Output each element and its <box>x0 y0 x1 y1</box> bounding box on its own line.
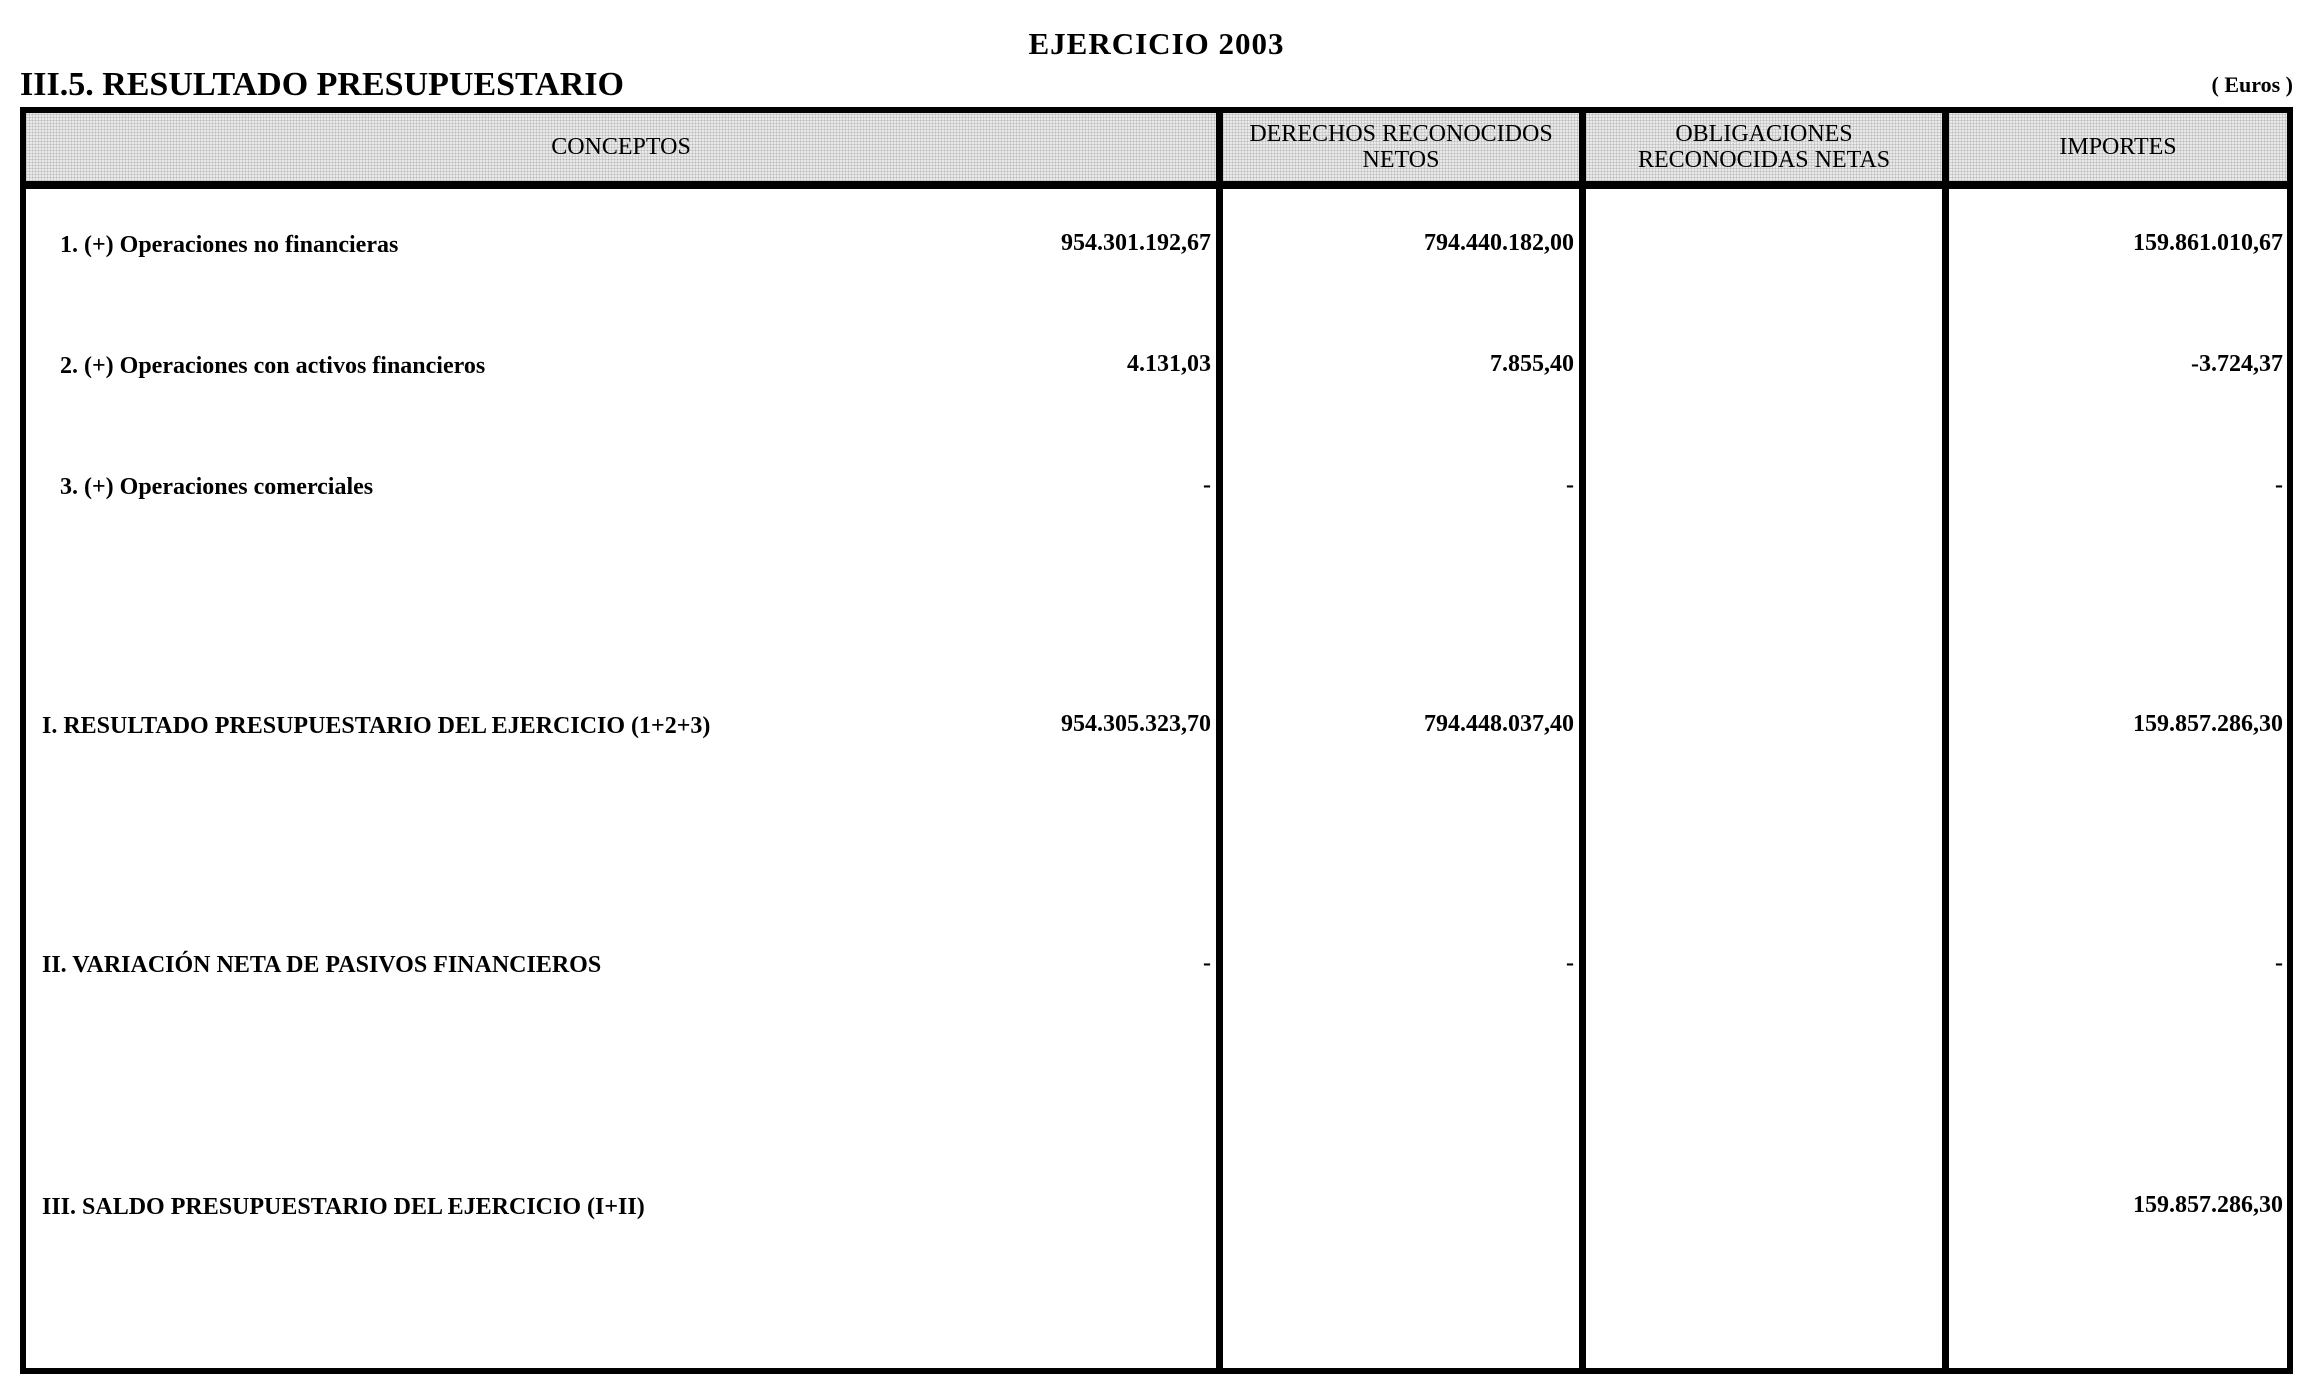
row-importes-value: 159.857.286,30 <box>2133 1192 2283 1218</box>
column-divider <box>1216 113 1223 1368</box>
row-obligaciones-value: - <box>1566 472 1574 498</box>
column-divider <box>1942 113 1949 1368</box>
budget-result-table <box>20 107 2293 1374</box>
row-obligaciones-value: 794.448.037,40 <box>1424 711 1574 737</box>
row-importes-value: 159.861.010,67 <box>2133 230 2283 256</box>
row-concept: 2. (+) Operaciones con activos financieros <box>60 353 486 379</box>
row-obligaciones-value: 794.440.182,00 <box>1424 230 1574 256</box>
header-conceptos: CONCEPTOS <box>551 134 691 160</box>
row-concept: 3. (+) Operaciones comerciales <box>60 474 374 500</box>
row-importes-value: -3.724,37 <box>2191 351 2283 377</box>
row-obligaciones-value: 7.855,40 <box>1490 351 1574 377</box>
section-title: III.5. RESULTADO PRESUPUESTARIO <box>20 66 624 103</box>
row-importes-value: - <box>2275 950 2283 976</box>
row-concept: 1. (+) Operaciones no financieras <box>60 232 399 258</box>
header-importes: IMPORTES <box>2059 134 2177 160</box>
row-derechos-value: 954.305.323,70 <box>1061 711 1211 737</box>
row-derechos-value: 954.301.192,67 <box>1061 230 1211 256</box>
row-obligaciones-value: - <box>1566 950 1574 976</box>
header-derechos: DERECHOS RECONOCIDOS NETOS <box>1249 121 1553 173</box>
header-obligaciones: OBLIGACIONES RECONOCIDAS NETAS <box>1637 121 1891 173</box>
column-divider <box>1579 113 1586 1368</box>
row-importes-value: 159.857.286,30 <box>2133 711 2283 737</box>
row-derechos-value: - <box>1203 950 1211 976</box>
row-importes-value: - <box>2275 472 2283 498</box>
year-title: EJERCICIO 2003 <box>1028 26 1285 61</box>
row-concept: III. SALDO PRESUPUESTARIO DEL EJERCICIO (I+II) <box>42 1194 645 1220</box>
row-derechos-value: - <box>1203 472 1211 498</box>
row-derechos-value: 4.131,03 <box>1127 351 1211 377</box>
row-concept: I. RESULTADO PRESUPUESTARIO DEL EJERCICIO (1+2+3) <box>42 713 711 739</box>
units-label: ( Euros ) <box>2211 72 2293 97</box>
row-concept: II. VARIACIÓN NETA DE PASIVOS FINANCIEROS <box>42 952 602 978</box>
